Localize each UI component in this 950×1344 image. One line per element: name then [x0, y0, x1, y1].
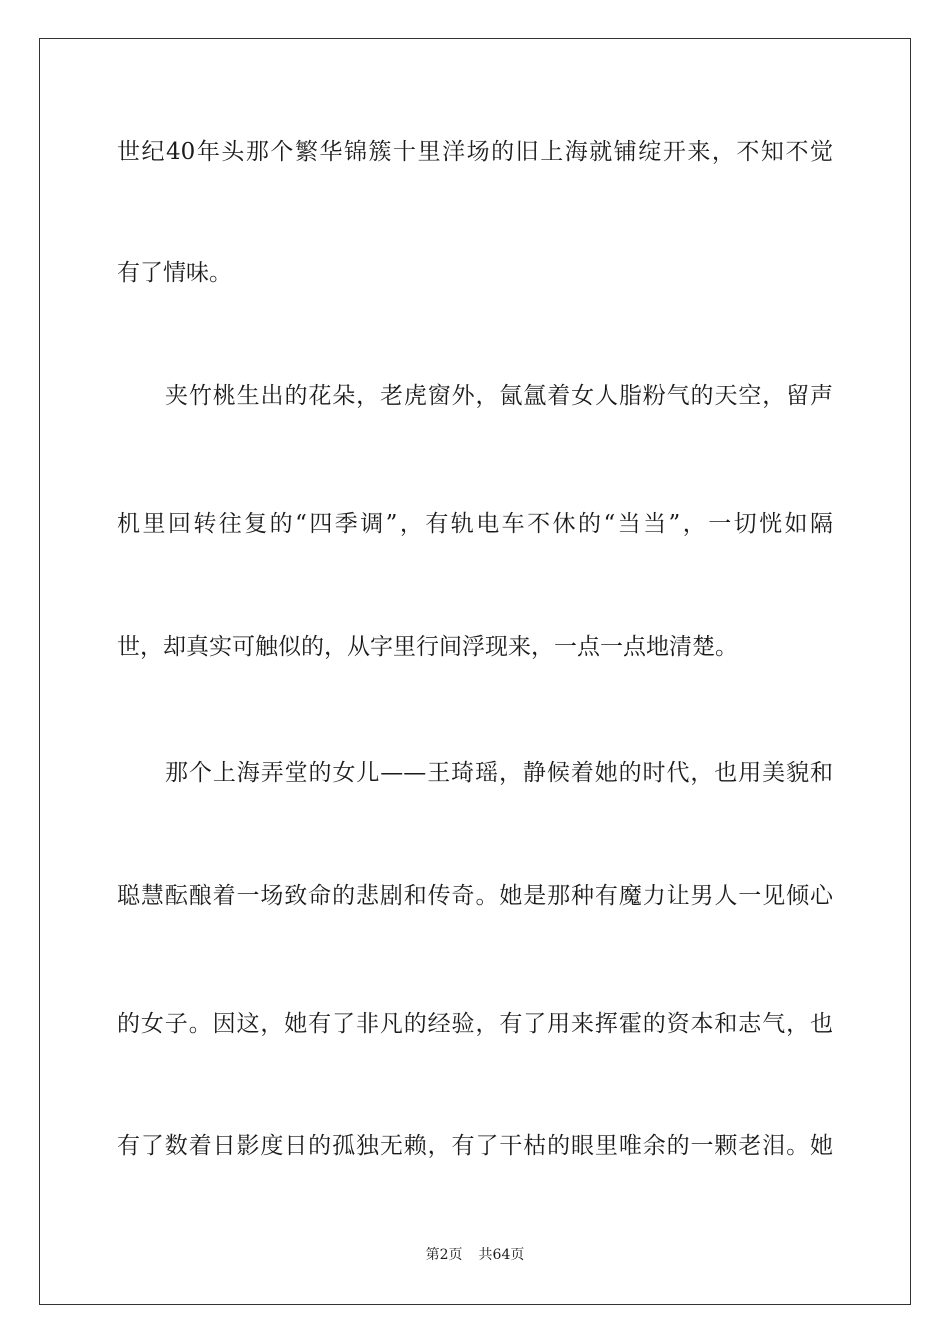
text-line: 世，却真实可触似的，从字里行间浮现来，一点一点地清楚。: [117, 634, 738, 660]
text-line: 夹竹桃生出的花朵，老虎窗外，氤氲着女人脂粉气的天空，留声: [165, 383, 833, 409]
text-line: 机里回转往复的“四季调”，有轨电车不休的“当当”，一切恍如隔: [117, 511, 833, 537]
text-line: 的女子。因这，她有了非凡的经验，有了用来挥霍的资本和志气，也: [117, 1011, 833, 1037]
page-border: [39, 38, 911, 1305]
text-line: 有了情味。: [117, 260, 232, 286]
page-footer: [0, 1245, 950, 1265]
page-total: 共64页: [478, 1247, 525, 1263]
text-line: 聪慧酝酿着一场致命的悲剧和传奇。她是那种有魔力让男人一见倾心: [117, 883, 833, 909]
text-line: 世纪40年头那个繁华锦簇十里洋场的旧上海就铺绽开来，不知不觉: [117, 139, 833, 165]
text-line: 那个上海弄堂的女儿——王琦瑶，静候着她的时代，也用美貌和: [165, 760, 833, 786]
page-number: 第2页: [425, 1247, 463, 1263]
text-line: 有了数着日影度日的孤独无赖，有了干枯的眼里唯余的一颗老泪。她: [117, 1133, 833, 1159]
